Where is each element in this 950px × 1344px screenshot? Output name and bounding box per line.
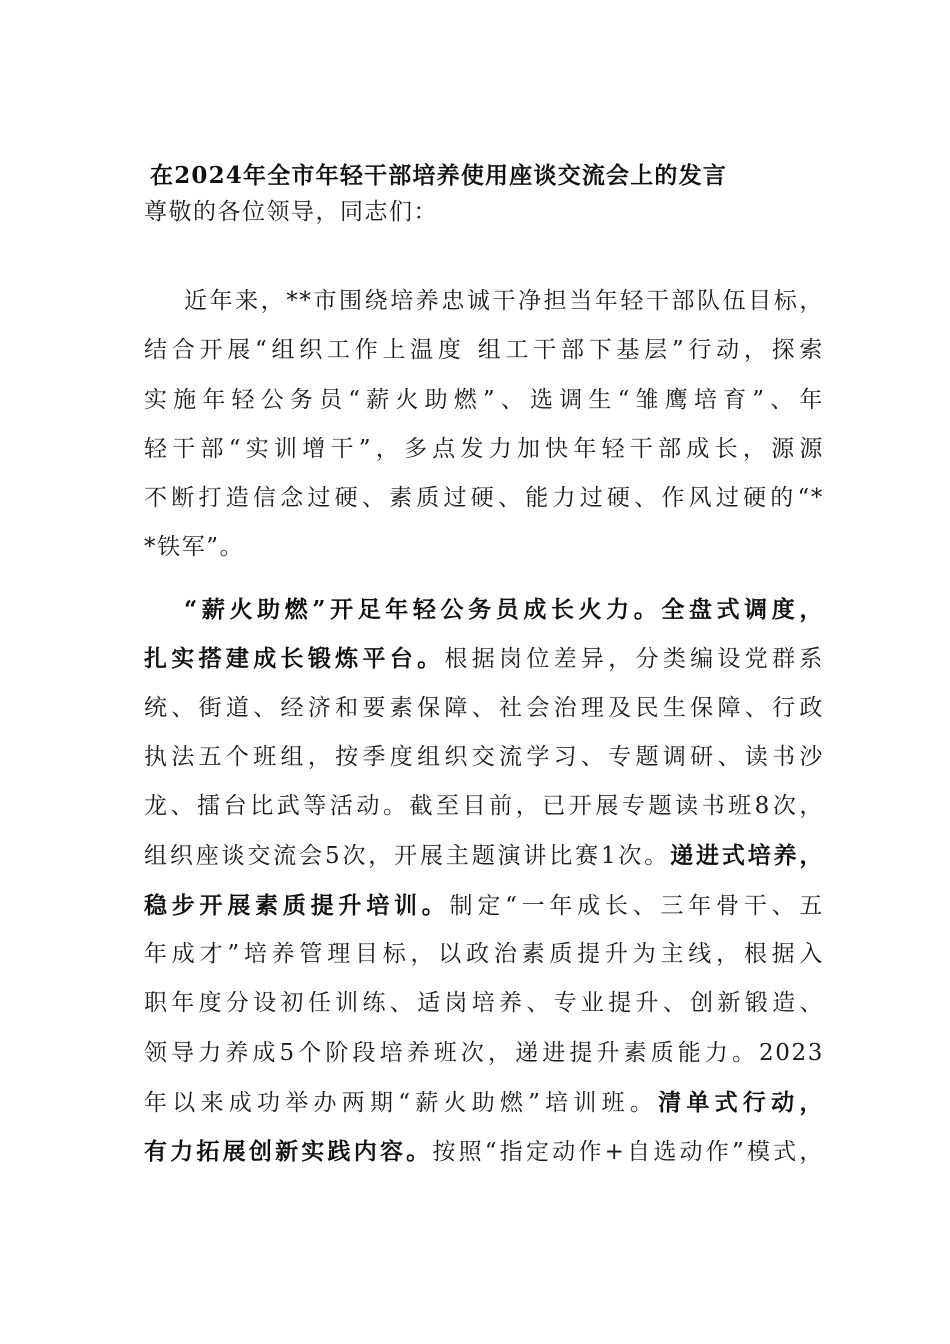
subheading-bold: 有力拓展创新实践内容。 <box>144 1138 433 1166</box>
paragraph-line: *铁军”。 <box>144 534 245 561</box>
paragraph-line: 领导力养成5个阶段培养班次，递进提升素质能力。2023 <box>144 1039 824 1066</box>
paragraph-line <box>144 831 824 880</box>
paragraph-line <box>144 881 824 930</box>
paragraph-line: 职年度分设初任训练、适岗培养、专业提升、创新锻造、 <box>144 990 824 1017</box>
paragraph-line: 执法五个班组，按季度组织交流学习、专题调研、读书沙 <box>144 743 824 770</box>
paragraph-line: 近年来，**市围绕培养忠诚干净担当年轻干部队伍目标， <box>184 288 824 314</box>
paragraph-line: 轻干部“实训增干”，多点发力加快年轻干部成长，源源 <box>144 435 824 462</box>
paragraph-line: 统、街道、经济和要素保障、社会治理及民生保障、行政 <box>144 694 824 721</box>
paragraph-intro <box>144 277 824 573</box>
paragraph-text: 年以来成功举办两期“薪火助燃”培训班。 <box>144 1089 659 1116</box>
paragraph-line <box>144 1127 824 1176</box>
paragraph-line: 结合开展“组织工作上温度 组工干部下基层”行动，探索 <box>144 337 824 364</box>
paragraph-line: 龙、擂台比武等活动。截至目前，已开展专题读书班8次， <box>144 793 824 820</box>
document-title: 在2024年全市年轻干部培养使用座谈交流会上的发言 <box>150 162 728 189</box>
subheading-bold: 清单式行动， <box>658 1088 824 1116</box>
subheading-bold: 稳步开展素质提升培训。 <box>144 891 450 919</box>
subheading-bold: 递进式培养， <box>670 842 824 870</box>
subheading-bold: 扎实搭建成长锻炼平台。 <box>144 645 445 673</box>
paragraph-line: 年成才”培养管理目标，以政治素质提升为主线，根据入 <box>144 941 824 968</box>
paragraph-line <box>144 634 824 683</box>
paragraph-section-1 <box>144 585 824 1177</box>
paragraph-line <box>144 1078 824 1127</box>
paragraph-line: 不断打造信念过硬、素质过硬、能力过硬、作风过硬的“* <box>144 485 824 512</box>
paragraph-line: 实施年轻公务员“薪火助燃”、选调生“雏鹰培育”、年 <box>144 386 824 413</box>
paragraph-text: 按照“指定动作+自选动作”模式， <box>432 1139 824 1166</box>
paragraph-text: 组织座谈交流会5次，开展主题演讲比赛1次。 <box>144 843 671 870</box>
paragraph-text: 制定“一年成长、三年骨干、五 <box>449 892 824 919</box>
salutation: 尊敬的各位领导，同志们： <box>144 199 438 225</box>
paragraph-text: 根据岗位差异，分类编设党群系 <box>444 646 824 673</box>
section-heading: “薪火助燃”开足年轻公务员成长火力。全盘式调度， <box>184 596 824 623</box>
